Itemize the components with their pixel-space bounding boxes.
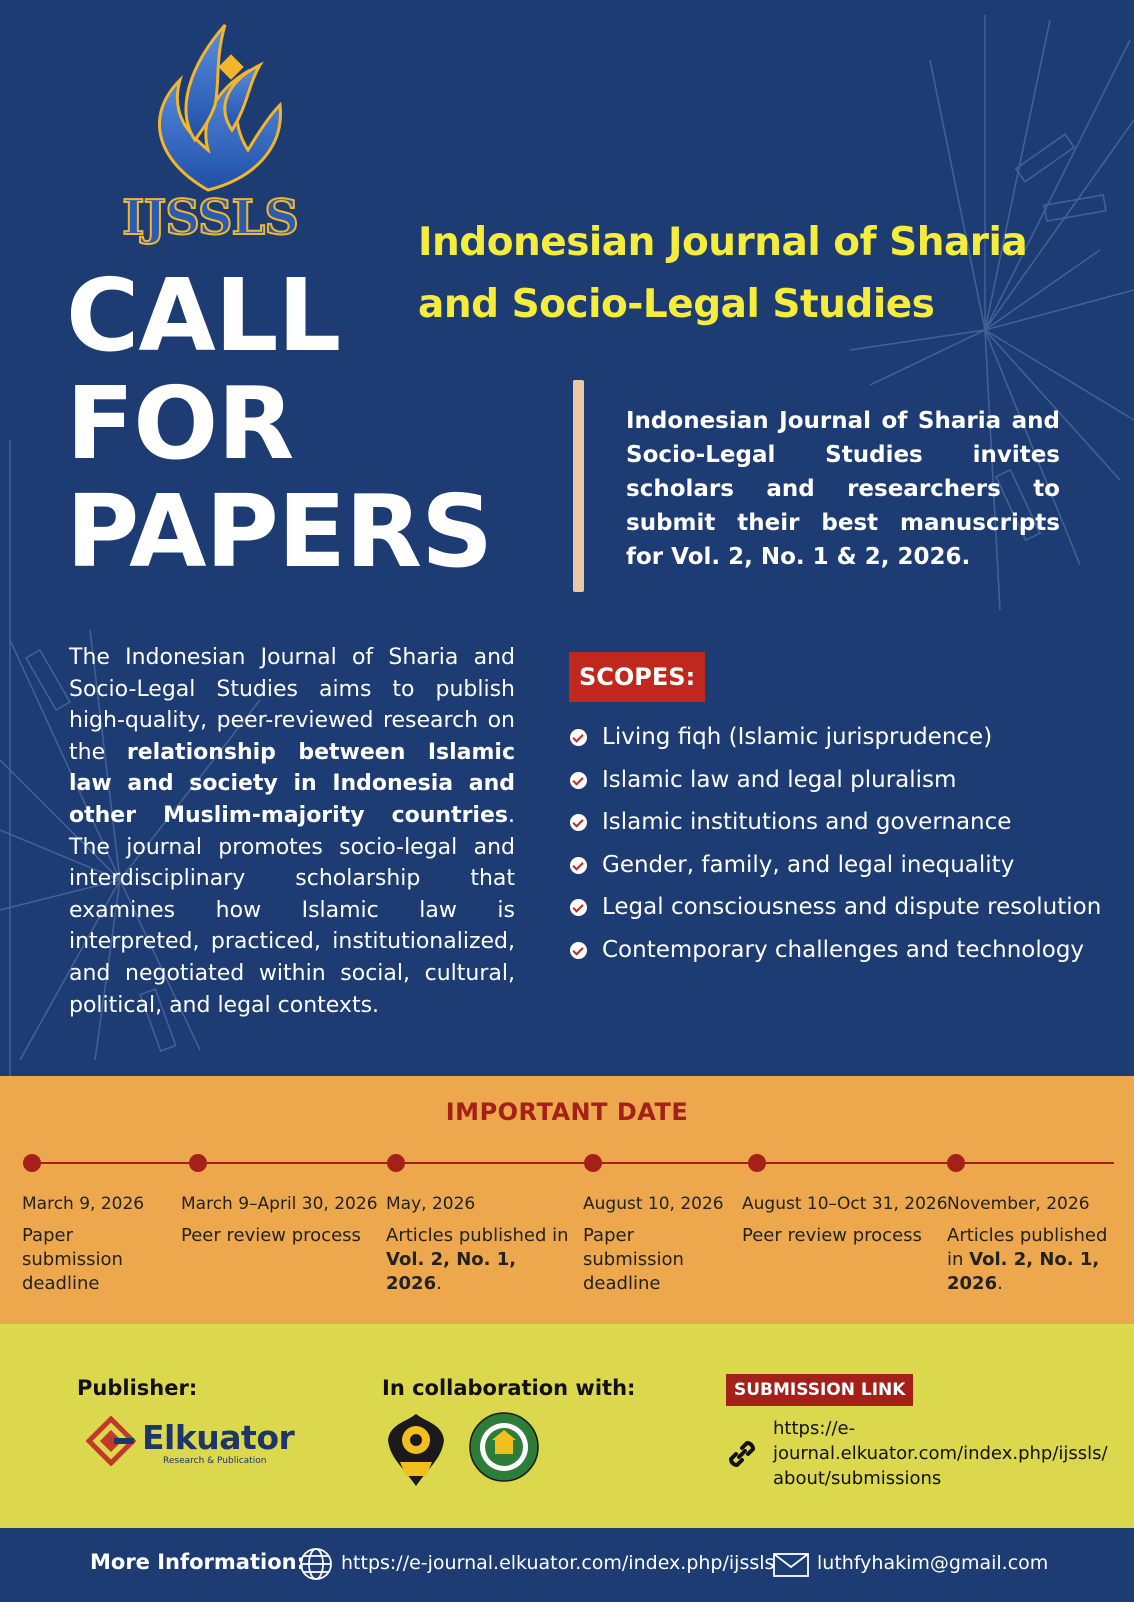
scope-label: Islamic institutions and governance (602, 809, 1012, 836)
journal-title-line-2: and Socio-Legal Studies (418, 282, 935, 327)
check-icon (570, 899, 587, 916)
timeline-date: May, 2026 (386, 1194, 476, 1214)
timeline-desc-text: Articles published in (947, 1225, 1108, 1270)
university-seal-icon (468, 1410, 540, 1484)
scope-item (568, 801, 1108, 844)
journal-logo (120, 20, 300, 245)
scope-item (568, 716, 1108, 759)
headline-line-1: CALL (66, 257, 341, 374)
invitation-text: Indonesian Journal of Sharia and Socio-Legal Studies invites scholars and researchers to submit their best manuscripts for Vol. 2, No. 1 & 2, 2026. (626, 408, 1060, 570)
timeline-desc: Paper submission deadline (583, 1225, 684, 1294)
more-info-label: More Information: (90, 1550, 305, 1574)
website-link[interactable]: https://e-journal.elkuator.com/index.php/ijssls (341, 1552, 775, 1574)
timeline-entry (181, 1192, 378, 1248)
check-icon (570, 857, 587, 874)
publisher-logo (86, 1414, 296, 1474)
check-icon (570, 772, 587, 789)
partner-emblem-icon (386, 1412, 446, 1488)
headline-line-3: PAPERS (66, 473, 493, 590)
timeline-entry (583, 1192, 738, 1296)
description-part-1: The Indonesian Journal of Sharia and Socio-Legal Studies aims to publish high-quality, peer-reviewed research on the (69, 645, 515, 765)
scope-item (568, 844, 1108, 887)
check-icon (570, 814, 587, 831)
scope-label: Gender, family, and legal inequality (602, 851, 1015, 878)
check-icon (570, 729, 587, 746)
timeline-dot (584, 1154, 602, 1172)
timeline-date: August 10–Oct 31, 2026 (742, 1194, 948, 1214)
timeline-date: November, 2026 (947, 1194, 1090, 1214)
timeline-date: August 10, 2026 (583, 1194, 724, 1214)
submission-link-badge: SUBMISSION LINK (726, 1374, 913, 1406)
collaboration-label: In collaboration with: (382, 1376, 636, 1400)
timeline-desc-volume: Vol. 2, No. 1, 2026 (386, 1249, 517, 1294)
footer-section (0, 1324, 1134, 1528)
publisher-label: Publisher: (77, 1376, 198, 1400)
elkuator-mark-icon (86, 1416, 136, 1466)
mail-icon (773, 1553, 809, 1577)
timeline-dot (947, 1154, 965, 1172)
timeline-date: March 9–April 30, 2026 (181, 1194, 378, 1214)
timeline-dot (748, 1154, 766, 1172)
headline-line-2: FOR (66, 365, 294, 482)
timeline-desc (947, 1224, 1127, 1296)
scopes-heading: SCOPES: (569, 652, 705, 702)
timeline-entry (22, 1192, 177, 1296)
timeline-entry (742, 1192, 948, 1248)
flame-icon (120, 20, 300, 195)
link-icon (722, 1434, 762, 1474)
timeline-date: March 9, 2026 (22, 1194, 145, 1214)
description-emphasis: relationship between Islamic law and society in Indonesia and other Muslim-majority countries (69, 739, 515, 828)
important-dates-title: IMPORTANT DATE (445, 1098, 689, 1126)
timeline-desc-text: Articles published in (386, 1225, 569, 1246)
timeline-desc-volume: Vol. 2, No. 1, 2026 (947, 1249, 1100, 1294)
publisher-subtitle: Research & Publication (163, 1456, 267, 1466)
scope-label: Islamic law and legal pluralism (602, 766, 957, 793)
more-info-bar (0, 1528, 1134, 1602)
scope-item (568, 886, 1108, 929)
timeline-desc: Paper submission deadline (22, 1225, 123, 1294)
timeline-desc (386, 1224, 576, 1296)
timeline-dot (23, 1154, 41, 1172)
journal-title-line-1: Indonesian Journal of Sharia (418, 220, 1028, 265)
scope-label: Living fiqh (Islamic jurisprudence) (602, 724, 993, 750)
logo-text: IJSSLS (122, 190, 298, 246)
scope-label: Legal consciousness and dispute resolution (602, 894, 1102, 921)
scope-item (568, 759, 1108, 802)
check-icon (570, 942, 587, 959)
publisher-name: Elkuator (142, 1418, 295, 1457)
timeline-dot (387, 1154, 405, 1172)
timeline-desc-tail: . (997, 1273, 1003, 1294)
accent-divider (573, 380, 584, 592)
email-link[interactable]: luthfyhakim@gmail.com (817, 1552, 1049, 1574)
submission-url[interactable]: https://e-journal.elkuator.com/index.php/ijssls/about/submissions (773, 1418, 1108, 1489)
timeline-dot (189, 1154, 207, 1172)
important-dates-section (0, 1076, 1134, 1324)
globe-icon (298, 1546, 334, 1582)
timeline-desc-tail: . (436, 1273, 442, 1294)
call-for-papers-headline (66, 257, 546, 590)
scope-list (568, 716, 1108, 972)
description-part-2: . The journal promotes socio-legal and interdisciplinary scholarship that examines how Islamic law is interpreted, practiced, institutionalized, and negotiated within social, cultural, political, and legal contexts. (69, 802, 515, 1018)
scope-item (568, 929, 1108, 972)
timeline-desc: Peer review process (181, 1225, 361, 1246)
journal-description (69, 642, 515, 1021)
scope-label: Contemporary challenges and technology (602, 936, 1085, 963)
timeline-desc: Peer review process (742, 1225, 922, 1246)
timeline-entry (947, 1192, 1127, 1296)
timeline-entry (386, 1192, 576, 1296)
